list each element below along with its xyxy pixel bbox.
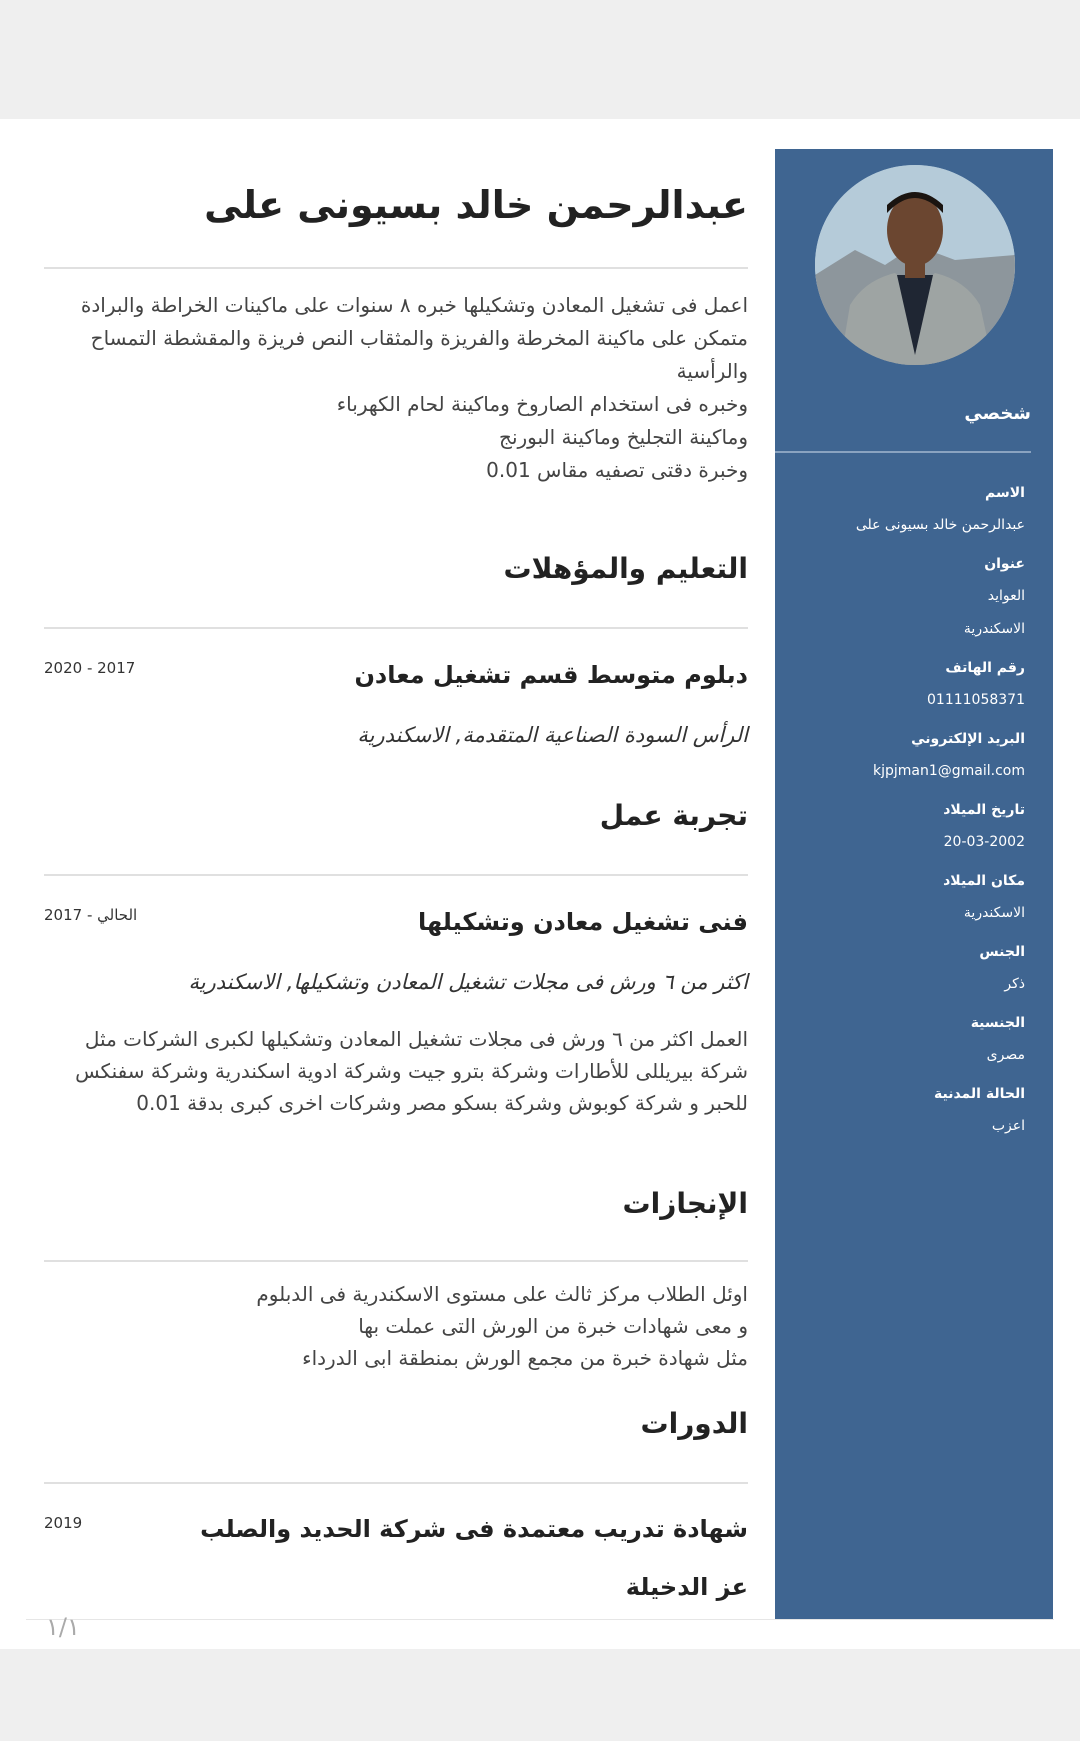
gender-value: ذكر [1004, 976, 1025, 992]
courses-section-title: الدورات [640, 1407, 748, 1440]
person-name: عبدالرحمن خالد بسيونى على [204, 183, 748, 227]
detail-nationality [785, 1013, 1025, 1065]
experience-description: العمل اكثر من ٦ ورش فى مجلات تشغيل المعادن وتشكيلها لكبرى الشركات مثل شركة بيريللى للأطارات وشركة بترو جيت وشركة ادوية اسكندرية وشركة سفنكس للحبر و شركة كوبوش وشركة بسكو مصر وشركات اخرى كبرى بدقة 0.01 [75, 1027, 748, 1115]
detail-name [785, 483, 1025, 535]
education-section-title: التعليم والمؤهلات [503, 552, 748, 585]
name-value: عبدالرحمن خالد بسيونى على [855, 517, 1025, 533]
education-school: الرأس السودة الصناعية المتقدمة, الاسكندرية [357, 723, 748, 747]
marital-label: الحالة المدنية [933, 1086, 1025, 1102]
email-label: البريد الإلكتروني [911, 731, 1025, 747]
page-bottom-divider [26, 1619, 1054, 1620]
detail-gender [785, 942, 1025, 994]
experience-employer: اكثر من ٦ ورش فى مجلات تشغيل المعادن وتشكيلها, الاسكندرية [188, 970, 748, 994]
experience-divider [44, 874, 748, 876]
summary-line: وخبرة دقتى تصفيه مقاس 0.01 [486, 458, 748, 482]
gender-label: الجنس [979, 944, 1025, 960]
achievements-list [44, 1278, 748, 1374]
summary-line: وماكينة التجليخ وماكينة البورنج [499, 425, 748, 449]
address-line-1: العوايد [987, 588, 1025, 604]
address-label: عنوان [984, 556, 1025, 572]
education-degree: دبلوم متوسط قسم تشغيل معادن [354, 661, 748, 689]
personal-section-title: شخصي [964, 403, 1031, 424]
address-line-2: الاسكندرية [963, 621, 1025, 637]
name-divider [44, 267, 748, 269]
course-title: شهادة تدريب معتمدة فى شركة الحديد والصلب [200, 1515, 748, 1543]
achievement-line: مثل شهادة خبرة من مجمع الورش بمنطقة ابى الدرداء [302, 1346, 748, 1370]
experience-date: 2017 - الحالي [44, 906, 138, 924]
experience-job-title: فنى تشغيل معادن وتشكيلها [417, 908, 748, 936]
education-divider [44, 627, 748, 629]
phone-label: رقم الهاتف [945, 660, 1025, 676]
detail-birthdate [785, 800, 1025, 852]
achievement-line: اوئل الطلاب مركز ثالث على مستوى الاسكندرية فى الدبلوم [256, 1282, 748, 1306]
birthplace-label: مكان الميلاد [943, 873, 1025, 889]
nationality-value: مصرى [986, 1047, 1025, 1063]
summary-line: متمكن على ماكينة المخرطة والفريزة والمثقاب النص فريزة والمقشطة التمساح والرأسية [90, 326, 748, 383]
detail-marital [785, 1084, 1025, 1136]
course-location: عز الدخيلة [625, 1573, 748, 1601]
sidebar-divider [775, 451, 1031, 453]
summary-line: وخبره فى استخدام الصاروخ وماكينة لحام الكهرباء [336, 392, 748, 416]
birthplace-value: الاسكندرية [963, 905, 1025, 921]
experience-section-title: تجربة عمل [599, 799, 748, 832]
email-link[interactable]: kjpjman1@gmail.com [872, 763, 1025, 779]
resume-page [0, 119, 1080, 1649]
summary-line: اعمل فى تشغيل المعادن وتشكيلها خبره ٨ سنوات على ماكينات الخراطة والبرادة [80, 293, 748, 317]
nationality-label: الجنسية [970, 1015, 1025, 1031]
marital-value: اعزب [991, 1118, 1025, 1134]
achievement-line: و معى شهادات خبرة من الورش التى عملت بها [358, 1314, 748, 1338]
detail-address [785, 554, 1025, 639]
courses-divider [44, 1482, 748, 1484]
profile-photo-image [815, 165, 1015, 365]
detail-email [785, 729, 1025, 781]
phone-value[interactable]: 01111058371 [927, 692, 1025, 708]
detail-birthplace [785, 871, 1025, 923]
profile-summary [44, 289, 748, 487]
page-indicator: ١/١ [46, 1613, 80, 1641]
personal-details-list [785, 483, 1025, 1155]
personal-sidebar [775, 149, 1053, 1619]
achievements-section-title: الإنجازات [622, 1187, 748, 1220]
course-date: 2019 [44, 1514, 83, 1532]
name-label: الاسم [985, 485, 1025, 501]
achievements-divider [44, 1260, 748, 1262]
birthdate-label: تاريخ الميلاد [943, 802, 1025, 818]
birthdate-value: 20-03-2002 [943, 834, 1025, 850]
profile-photo [815, 165, 1015, 365]
education-date: 2020 - 2017 [44, 659, 136, 677]
detail-phone [785, 658, 1025, 710]
